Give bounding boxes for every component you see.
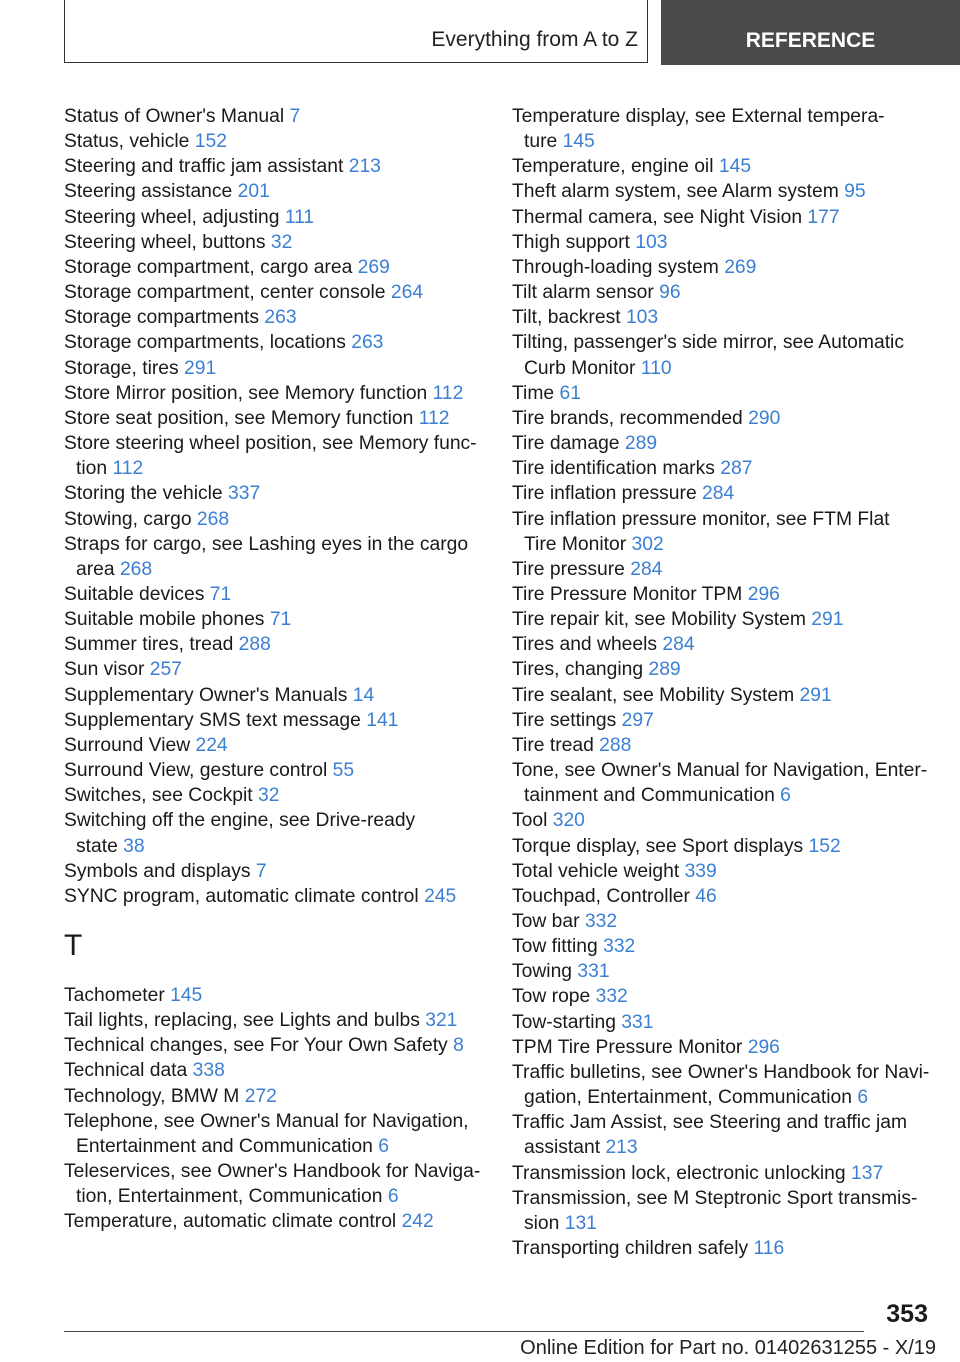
entry-term: Thermal camera, see Night Vision xyxy=(512,206,803,228)
index-entry xyxy=(512,934,932,959)
entry-term: Time xyxy=(512,382,555,404)
index-entry xyxy=(64,330,484,355)
entry-term-continued: Tire Monitor xyxy=(524,533,627,555)
index-entry xyxy=(512,431,932,456)
index-entry xyxy=(512,280,932,305)
entry-term: Tire identification marks xyxy=(512,458,715,480)
page-reference-link[interactable]: 297 xyxy=(621,709,654,731)
entry-term: Store seat position, see Memory function xyxy=(64,407,414,429)
page-reference-link[interactable]: 245 xyxy=(424,885,457,907)
entry-term: Tachometer xyxy=(64,985,165,1006)
entry-term-continued: tion, Entertainment, Communication xyxy=(76,1186,383,1208)
entry-term: Tow rope xyxy=(512,986,591,1008)
index-entry xyxy=(64,657,484,682)
entry-term: Steering assistance xyxy=(64,181,233,203)
page-reference-link[interactable]: 291 xyxy=(799,684,832,706)
entry-term: Storage compartments xyxy=(64,307,260,329)
entry-term: Towing xyxy=(512,961,573,983)
index-entry xyxy=(512,507,932,557)
entry-term: Sun visor xyxy=(64,659,145,681)
section-title: Everything from A to Z xyxy=(431,28,638,51)
index-entry xyxy=(512,834,932,859)
entry-term: Through-loading system xyxy=(512,256,719,278)
entry-term: Tire repair kit, see Mobility System xyxy=(512,609,806,631)
page-reference-link[interactable]: 263 xyxy=(264,307,297,329)
page-reference-link[interactable]: 289 xyxy=(648,659,681,681)
entry-term: Technical changes, see For Your Own Safety xyxy=(64,1035,448,1057)
entry-term-continued: Entertainment and Communication xyxy=(76,1135,373,1157)
entry-term: Surround View xyxy=(64,734,191,756)
page-reference-link[interactable]: 332 xyxy=(603,936,636,958)
index-entry xyxy=(512,582,932,607)
index-entry xyxy=(64,683,484,708)
entry-term: Tilting, passenger's side mirror, see Automatic xyxy=(512,332,904,354)
page-reference-link[interactable]: 284 xyxy=(630,558,663,580)
entry-term: Transporting children safely xyxy=(512,1238,749,1260)
index-entry xyxy=(512,179,932,204)
entry-term: SYNC program, automatic climate control xyxy=(64,885,419,907)
entry-term-continued: tainment and Communication xyxy=(524,785,775,807)
index-entry xyxy=(64,230,484,255)
entry-term: Tilt alarm sensor xyxy=(512,282,654,304)
index-entry xyxy=(512,758,932,808)
entry-term: Tow-starting xyxy=(512,1011,616,1033)
index-entry xyxy=(64,129,484,154)
index-entry xyxy=(64,983,484,1008)
index-entry xyxy=(64,783,484,808)
index-list-t-continued xyxy=(512,104,932,1261)
index-entry xyxy=(64,179,484,204)
page-reference-link[interactable]: 6 xyxy=(780,785,791,807)
entry-term: Teleservices, see Owner's Handbook for Naviga- xyxy=(64,1161,481,1183)
page-reference-link[interactable]: 263 xyxy=(351,332,384,354)
entry-term-continued: Curb Monitor xyxy=(524,357,636,379)
entry-term: Suitable devices xyxy=(64,583,205,605)
entry-term: Temperature display, see External tempera- xyxy=(512,106,885,127)
entry-term: Theft alarm system, see Alarm system xyxy=(512,181,839,203)
index-entry xyxy=(512,1186,932,1236)
page-reference-link[interactable]: 332 xyxy=(584,911,618,932)
index-entry xyxy=(64,733,484,758)
page-reference-link[interactable]: 287 xyxy=(720,458,753,480)
entry-term: Tire tread xyxy=(512,734,594,756)
index-list-t xyxy=(64,983,484,1235)
index-entry xyxy=(512,104,932,154)
entry-term: Transmission lock, electronic unlocking xyxy=(512,1162,846,1184)
page-reference-link[interactable]: 213 xyxy=(605,1137,638,1159)
page-reference-link[interactable]: 7 xyxy=(255,860,267,882)
entry-term: Status, vehicle xyxy=(64,131,190,153)
index-entry xyxy=(512,733,932,758)
footer-edition: Online Edition for Part no. 01402631255 - X/19 xyxy=(520,1337,936,1359)
page-reference-link[interactable]: 71 xyxy=(209,583,232,605)
page-reference-link[interactable]: 338 xyxy=(192,1060,225,1082)
entry-term: Status of Owner's Manual xyxy=(64,106,285,127)
entry-term: Traffic Jam Assist, see Steering and traffic jam xyxy=(512,1112,908,1134)
index-entry xyxy=(512,456,932,481)
entry-term: Storage compartment, center console xyxy=(64,282,386,304)
entry-term: Tire pressure xyxy=(512,558,625,580)
entry-term: Supplementary SMS text message xyxy=(64,709,361,731)
entry-term: Tire inflation pressure monitor, see FTM Flat xyxy=(512,508,890,530)
entry-term: Tool xyxy=(512,810,548,832)
page-reference-link[interactable]: 269 xyxy=(357,256,390,278)
entry-term: Steering and traffic jam assistant xyxy=(64,156,344,178)
page-number: 353 xyxy=(886,1300,928,1328)
index-entry xyxy=(64,884,484,909)
page-reference-link[interactable]: 137 xyxy=(851,1162,884,1184)
page-reference-link[interactable]: 332 xyxy=(595,986,628,1008)
page-reference-link[interactable]: 284 xyxy=(702,483,735,505)
index-entry xyxy=(64,1008,484,1033)
entry-term: TPM Tire Pressure Monitor xyxy=(512,1036,743,1058)
index-entry xyxy=(64,1033,484,1058)
page-reference-link[interactable]: 320 xyxy=(552,810,585,832)
index-entry xyxy=(64,305,484,330)
page-reference-link[interactable]: 116 xyxy=(753,1238,785,1260)
index-entry xyxy=(512,330,932,380)
chapter-tab: REFERENCE xyxy=(661,0,960,65)
page-reference-link[interactable]: 213 xyxy=(348,156,381,178)
index-entry xyxy=(512,205,932,230)
entry-term: Thigh support xyxy=(512,231,630,253)
index-entry xyxy=(64,808,484,858)
entry-term: Touchpad, Controller xyxy=(512,885,690,907)
page-reference-link[interactable]: 177 xyxy=(807,206,840,228)
index-entry xyxy=(64,582,484,607)
entry-term: Torque display, see Sport displays xyxy=(512,835,804,857)
entry-term: Temperature, automatic climate control xyxy=(64,1211,397,1233)
page-reference-link[interactable]: 264 xyxy=(390,282,424,304)
entry-term: Steering wheel, adjusting xyxy=(64,206,280,228)
page-reference-link[interactable]: 61 xyxy=(559,382,581,404)
index-list-s xyxy=(64,104,484,909)
index-entry xyxy=(64,154,484,179)
index-entry xyxy=(512,657,932,682)
page-reference-link[interactable]: 339 xyxy=(684,860,717,882)
entry-term: Tilt, backrest xyxy=(512,307,621,329)
page-reference-link[interactable]: 71 xyxy=(269,609,292,631)
index-entry xyxy=(512,708,932,733)
page-reference-link[interactable]: 111 xyxy=(284,206,315,228)
index-entry xyxy=(64,632,484,657)
entry-term: Temperature, engine oil xyxy=(512,156,714,178)
index-entry xyxy=(512,808,932,833)
index-entry xyxy=(64,205,484,230)
entry-term: Store steering wheel position, see Memory func- xyxy=(64,433,477,455)
entry-term: Storage compartments, locations xyxy=(64,332,346,354)
index-entry xyxy=(512,1035,932,1060)
page-header xyxy=(64,0,960,65)
index-entry xyxy=(512,1060,932,1110)
page-reference-link[interactable]: 296 xyxy=(747,583,780,605)
index-entry xyxy=(64,532,484,582)
index-entry xyxy=(64,1058,484,1083)
index-entry xyxy=(512,1110,932,1160)
entry-term: Summer tires, tread xyxy=(64,634,234,656)
page-reference-link[interactable]: 145 xyxy=(718,156,752,178)
entry-term: Tire settings xyxy=(512,709,617,731)
page-reference-link[interactable]: 284 xyxy=(662,634,695,656)
index-entry xyxy=(64,406,484,431)
page-reference-link[interactable]: 331 xyxy=(577,961,610,983)
index-entry xyxy=(512,1161,932,1186)
page-reference-link[interactable]: 103 xyxy=(635,231,668,253)
index-entry xyxy=(512,1010,932,1035)
entry-term: Total vehicle weight xyxy=(512,860,680,882)
page-reference-link[interactable]: 14 xyxy=(352,684,375,706)
entry-term: Steering wheel, buttons xyxy=(64,231,266,253)
page-reference-link[interactable]: 337 xyxy=(228,483,261,505)
entry-term-continued: area xyxy=(76,558,115,580)
page-reference-link[interactable]: 201 xyxy=(237,181,270,203)
page-reference-link[interactable]: 288 xyxy=(599,734,632,756)
entry-term: Tire damage xyxy=(512,433,620,455)
entry-term: Surround View, gesture control xyxy=(64,760,328,782)
entry-term: Stowing, cargo xyxy=(64,508,192,530)
index-entry xyxy=(512,909,932,934)
index-entry xyxy=(512,481,932,506)
page-reference-link[interactable]: 96 xyxy=(659,282,681,304)
entry-term: Tail lights, replacing, see Lights and bulbs xyxy=(64,1010,420,1032)
index-entry xyxy=(512,381,932,406)
page-reference-link[interactable]: 268 xyxy=(196,508,230,530)
entry-term-continued: state xyxy=(76,835,118,857)
index-entry xyxy=(64,431,484,481)
index-column-left xyxy=(64,104,484,1235)
entry-term: Tire Pressure Monitor TPM xyxy=(512,583,743,605)
page-reference-link[interactable]: 242 xyxy=(401,1211,434,1233)
page-reference-link[interactable]: 269 xyxy=(724,256,757,278)
entry-term: Tow fitting xyxy=(512,936,598,958)
page-reference-link[interactable]: 302 xyxy=(631,533,664,555)
page-reference-link[interactable]: 289 xyxy=(624,433,658,455)
entry-term: Tone, see Owner's Manual for Navigation, Enter- xyxy=(512,760,928,782)
page-reference-link[interactable]: 7 xyxy=(289,106,301,127)
footer-divider xyxy=(64,1331,864,1332)
index-entry xyxy=(512,683,932,708)
index-entry xyxy=(512,305,932,330)
entry-term: Switches, see Cockpit xyxy=(64,785,253,807)
page-reference-link[interactable]: 290 xyxy=(748,407,781,429)
page-reference-link[interactable]: 288 xyxy=(238,634,271,656)
page-reference-link[interactable]: 6 xyxy=(378,1135,389,1157)
page-reference-link[interactable]: 152 xyxy=(808,835,841,857)
index-entry xyxy=(512,406,932,431)
page-reference-link[interactable]: 95 xyxy=(844,181,866,203)
entry-term: Technology, BMW M xyxy=(64,1085,240,1107)
index-entry xyxy=(64,1084,484,1109)
index-entry xyxy=(64,708,484,733)
index-entry xyxy=(512,632,932,657)
entry-term-continued: gation, Entertainment, Communication xyxy=(524,1087,852,1109)
page-reference-link[interactable]: 272 xyxy=(244,1085,277,1107)
entry-term: Tire inflation pressure xyxy=(512,483,697,505)
entry-term-continued: sion xyxy=(524,1212,560,1234)
page-reference-link[interactable]: 6 xyxy=(387,1186,399,1208)
page-reference-link[interactable]: 32 xyxy=(270,231,293,253)
index-entry xyxy=(64,859,484,884)
entry-term: Suitable mobile phones xyxy=(64,609,265,631)
page-reference-link[interactable]: 291 xyxy=(184,357,217,379)
page-reference-link[interactable]: 296 xyxy=(747,1036,780,1058)
entry-term: Straps for cargo, see Lashing eyes in the cargo xyxy=(64,533,469,555)
page-reference-link[interactable]: 145 xyxy=(562,131,595,153)
index-entry xyxy=(64,1209,484,1234)
entry-term: Technical data xyxy=(64,1060,188,1082)
index-entry xyxy=(512,255,932,280)
entry-term: Store Mirror position, see Memory function xyxy=(64,382,428,404)
entry-term: Tire brands, recommended xyxy=(512,407,743,429)
index-entry xyxy=(512,154,932,179)
index-entry xyxy=(64,1109,484,1159)
entry-term: Symbols and displays xyxy=(64,860,251,882)
entry-term: Storing the vehicle xyxy=(64,483,223,505)
page-reference-link[interactable]: 268 xyxy=(119,558,153,580)
page-reference-link[interactable]: 152 xyxy=(194,131,227,153)
page-reference-link[interactable]: 331 xyxy=(621,1011,654,1033)
entry-term: Traffic bulletins, see Owner's Handbook for Navi- xyxy=(512,1061,930,1083)
page-reference-link[interactable]: 46 xyxy=(695,885,717,907)
index-entry xyxy=(64,507,484,532)
index-entry xyxy=(64,356,484,381)
page-reference-link[interactable]: 38 xyxy=(123,835,145,857)
page-reference-link[interactable]: 112 xyxy=(432,382,464,404)
index-entry xyxy=(512,1236,932,1261)
index-entry xyxy=(64,104,484,129)
entry-term: Tires and wheels xyxy=(512,634,658,656)
index-entry xyxy=(512,984,932,1009)
index-entry xyxy=(64,1159,484,1209)
page-reference-link[interactable]: 32 xyxy=(257,785,280,807)
page-reference-link[interactable]: 291 xyxy=(811,609,844,631)
index-entry xyxy=(512,557,932,582)
index-entry xyxy=(512,607,932,632)
entry-term-continued: ture xyxy=(524,131,558,153)
page-reference-link[interactable]: 6 xyxy=(857,1087,869,1109)
page-reference-link[interactable]: 145 xyxy=(170,985,203,1006)
entry-term: Transmission, see M Steptronic Sport transmis- xyxy=(512,1187,918,1209)
index-entry xyxy=(512,230,932,255)
entry-term: Storage compartment, cargo area xyxy=(64,256,353,278)
page-reference-link[interactable]: 131 xyxy=(564,1212,597,1234)
entry-term: Tires, changing xyxy=(512,659,644,681)
entry-term: Switching off the engine, see Drive-ready xyxy=(64,810,416,832)
entry-term: Tow bar xyxy=(512,911,580,932)
index-entry xyxy=(64,255,484,280)
page-reference-link[interactable]: 55 xyxy=(332,760,355,782)
index-entry xyxy=(64,758,484,783)
index-entry xyxy=(64,481,484,506)
entry-term-continued: tion xyxy=(76,458,108,480)
index-entry xyxy=(64,381,484,406)
index-column-right xyxy=(512,104,932,1261)
page-reference-link[interactable]: 141 xyxy=(366,709,399,731)
index-entry xyxy=(512,884,932,909)
index-letter-heading: T xyxy=(64,929,83,962)
page-reference-link[interactable]: 8 xyxy=(453,1035,464,1057)
page-reference-link[interactable]: 224 xyxy=(195,734,228,756)
page-reference-link[interactable]: 103 xyxy=(625,307,659,329)
entry-term-continued: assistant xyxy=(524,1137,601,1159)
entry-term: Storage, tires xyxy=(64,357,179,379)
index-entry xyxy=(512,859,932,884)
page-reference-link[interactable]: 257 xyxy=(149,659,182,681)
page-reference-link[interactable]: 112 xyxy=(418,407,450,429)
entry-term: Tire sealant, see Mobility System xyxy=(512,684,795,706)
entry-term: Supplementary Owner's Manuals xyxy=(64,684,348,706)
index-entry xyxy=(64,607,484,632)
page-reference-link[interactable]: 112 xyxy=(112,458,144,480)
entry-term: Telephone, see Owner's Manual for Navigation, xyxy=(64,1110,469,1132)
page-reference-link[interactable]: 321 xyxy=(425,1010,458,1032)
page-reference-link[interactable]: 110 xyxy=(640,357,672,379)
index-entry xyxy=(64,280,484,305)
index-entry xyxy=(512,959,932,984)
